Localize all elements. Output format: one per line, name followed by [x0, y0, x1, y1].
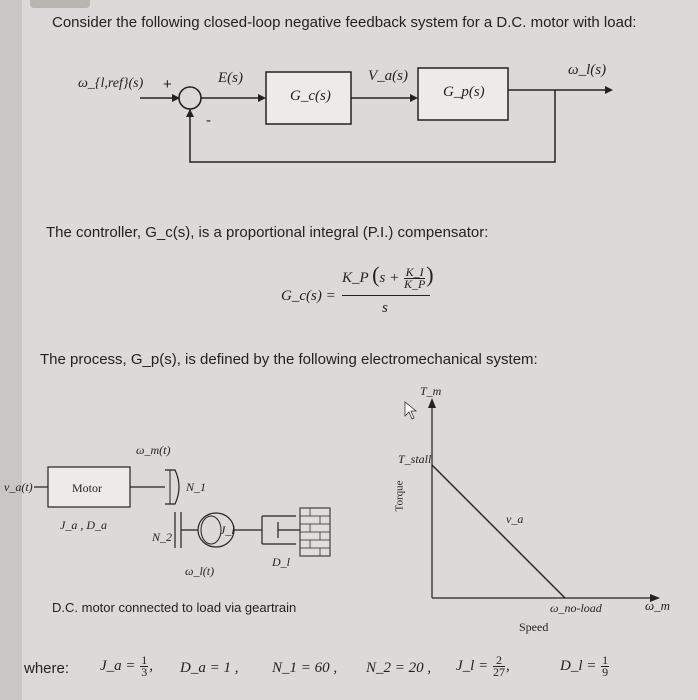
plus-sign: +: [163, 76, 172, 93]
plant-label: G_p(s): [443, 84, 485, 100]
equation-denominator: s: [382, 300, 388, 316]
jl-label: J_l: [220, 523, 235, 537]
torque-axis-label: Torque: [393, 480, 406, 512]
eq-s-plus: s +: [379, 270, 400, 286]
output-label: ω_l(s): [568, 62, 607, 78]
param-n1: N_1 = 60 ,: [272, 660, 338, 676]
wnoload-label: ω_no-load: [550, 601, 602, 615]
voltage-label: V_a(s): [368, 68, 408, 84]
where-label: where:: [24, 660, 70, 677]
eq-kp: K_P: [342, 270, 369, 286]
param-jl: J_l = $\frac{2}{27}$ ,: [456, 653, 510, 679]
motor-label: Motor: [72, 481, 102, 495]
mouse-cursor-icon: [405, 402, 416, 419]
input-label: ω_{l,ref}(s): [78, 76, 144, 91]
wl-label: ω_l(t): [185, 564, 215, 578]
tstall-label: T_stall: [398, 452, 432, 466]
controller-description: The controller, G_c(s), is a proportional integral (P.I.) compensator:: [46, 224, 489, 241]
eq-ki: K_I: [405, 265, 424, 280]
torque-speed-line: [432, 465, 565, 598]
summing-junction: [179, 87, 201, 109]
va-line-label: v_a: [506, 512, 524, 526]
wm-label: ω_m(t): [136, 443, 171, 457]
fraction-bar: [342, 295, 430, 296]
wm-axis-label: ω_m: [645, 598, 671, 613]
ja-da-label: J_a , D_a: [60, 518, 107, 532]
problem-heading: Consider the following closed-loop negative feedback system for a D.C. motor with load:: [52, 14, 637, 31]
n2-label: N_2: [152, 530, 173, 544]
param-n2: N_2 = 20 ,: [366, 660, 432, 676]
speed-axis-label: Speed: [519, 620, 549, 634]
eq-kp-den: K_P: [403, 277, 426, 292]
gear-n1: [165, 470, 179, 504]
process-description: The process, G_p(s), is defined by the following electromechanical system:: [40, 351, 538, 368]
param-ja: J_a = $\frac{1}{3}$ ,: [100, 653, 154, 679]
motor-caption: D.C. motor connected to load via geartrain: [52, 600, 297, 615]
param-da: D_a = 1 ,: [180, 660, 239, 676]
tm-label: T_m: [420, 384, 442, 398]
va-label: v_a(t): [4, 480, 33, 494]
equation-numerator: K_P (s + $\frac{K\_I}{K\_P}$ ): [342, 262, 434, 292]
param-dl: D_l = $\frac{1}{9}$: [560, 653, 609, 679]
equation-lhs: G_c(s) =: [281, 288, 336, 304]
error-label: E(s): [218, 70, 243, 86]
dl-label: D_l: [272, 555, 290, 569]
minus-sign: -: [206, 112, 211, 129]
n1-label: N_1: [186, 480, 207, 494]
controller-label: G_c(s): [290, 88, 331, 104]
